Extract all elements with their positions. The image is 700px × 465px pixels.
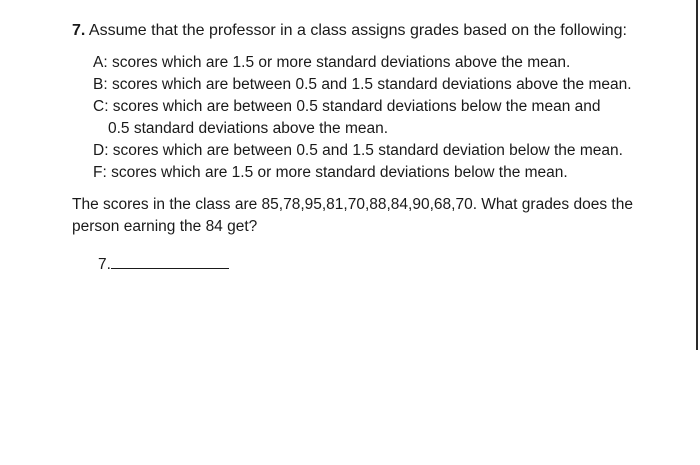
question-block <box>72 20 687 276</box>
question-text: Assume that the professor in a class assigns grades based on the following: <box>88 22 627 39</box>
page-edge-border <box>696 0 698 350</box>
criterion-c-continuation: 0.5 standard deviations above the mean. <box>108 120 389 137</box>
question-number: 7. <box>72 22 86 39</box>
scores-paragraph <box>72 194 687 238</box>
grade-criteria-list <box>93 52 687 184</box>
answer-blank[interactable] <box>111 252 229 269</box>
criterion-b: B: scores which are between 0.5 and 1.5 standard deviations above the mean. <box>93 76 632 93</box>
criterion-d: D: scores which are between 0.5 and 1.5 standard deviation below the mean. <box>93 142 623 159</box>
answer-line <box>98 252 687 276</box>
scores-line-1: The scores in the class are 85,78,95,81,70,88,84,90,68,70. What grades does the <box>72 196 633 213</box>
question-heading <box>72 20 687 42</box>
scores-line-2: person earning the 84 get? <box>72 218 258 235</box>
criterion-a: A: scores which are 1.5 or more standard deviations above the mean. <box>93 54 571 71</box>
answer-label: 7. <box>98 256 111 273</box>
criterion-c: C: scores which are between 0.5 standard deviations below the mean and <box>93 98 601 115</box>
criterion-f: F: scores which are 1.5 or more standard deviations below the mean. <box>93 164 568 181</box>
